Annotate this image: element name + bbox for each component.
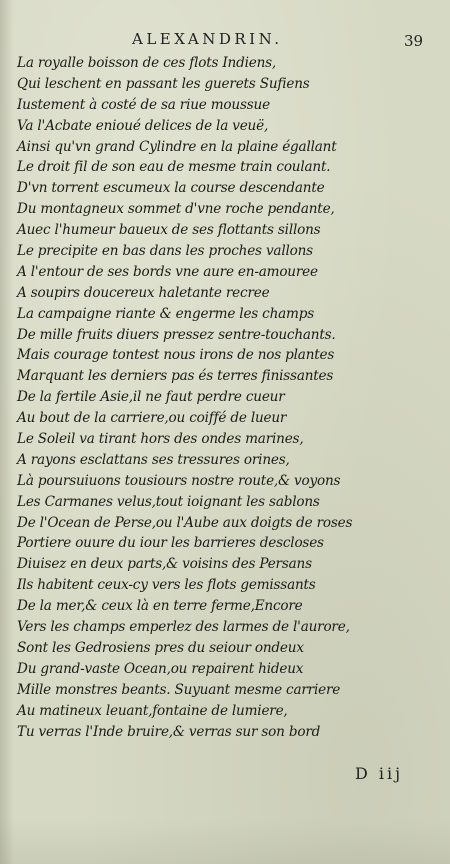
verse-line: Diuisez en deux parts,& voisins des Persans <box>17 556 312 573</box>
verse-block <box>17 53 435 742</box>
verse-line: Du montagneux sommet d'vne roche pendante, <box>17 201 335 218</box>
running-title: ALEXANDRIN. <box>132 30 283 48</box>
page-number: 39 <box>404 32 424 50</box>
verse-line: Auec l'humeur baueux de ses flottants sillons <box>17 222 321 239</box>
running-head <box>0 30 450 52</box>
verse-line: Tu verras l'Inde bruire,& verras sur son bord <box>17 723 321 740</box>
verse-line: Le Soleil va tirant hors des ondes marines, <box>17 431 304 448</box>
verse-line: Là poursuiuons tousiours nostre route,& voyons <box>17 472 341 489</box>
verse-line: De l'Ocean de Perse,ou l'Aube aux doigts de roses <box>17 514 353 531</box>
verse-line: A rayons esclattans ses tressures orines, <box>17 451 290 468</box>
verse-line: Marquant les derniers pas és terres finissantes <box>17 368 334 385</box>
verse-line: Va l'Acbate enioué delices de la veuë, <box>17 117 269 134</box>
verse-line: De mille fruits diuers pressez sentre-touchants. <box>17 326 336 343</box>
verse-line: Sont les Gedrosiens pres du seiour ondeux <box>17 639 304 656</box>
verse-line: Qui leschent en passant les guerets Sufiens <box>17 75 310 92</box>
verse-line: La campaigne riante & engerme les champs <box>17 305 315 322</box>
verse-line: De la fertile Asie,il ne faut perdre cueur <box>17 389 285 406</box>
verse-line: Le droit fil de son eau de mesme train coulant. <box>17 159 331 176</box>
verse-line: Ils habitent ceux-cy vers les flots gemissants <box>17 577 316 594</box>
verse-line: Portiere ouure du iour les barrieres descloses <box>17 535 324 552</box>
signature-mark: D iij <box>355 764 404 783</box>
verse-line: La royalle boisson de ces flots Indiens, <box>17 55 277 71</box>
verse-line: Ainsi qu'vn grand Cylindre en la plaine égallant <box>17 138 337 155</box>
verse-line: Mille monstres beants. Suyuant mesme carriere <box>17 681 341 698</box>
bottom-margin <box>0 820 450 864</box>
verse-line: De la mer,& ceux là en terre ferme,Encore <box>17 598 303 615</box>
gutter-shadow <box>0 0 14 864</box>
verse-line: Le precipite en bas dans les proches vallons <box>17 243 313 260</box>
verse-line: A l'entour de ses bords vne aure en-amouree <box>17 263 318 280</box>
verse-line: Au matineux leuant,fontaine de lumiere, <box>17 702 288 719</box>
verse-line: A soupirs doucereux haletante recree <box>17 284 270 301</box>
verse-line: Iustement à costé de sa riue moussue <box>17 96 270 113</box>
verse-line: Au bout de la carriere,ou coiffé de lueur <box>17 410 287 427</box>
verse-line: Vers les champs emperlez des larmes de l'aurore, <box>17 619 350 636</box>
verse-line: Du grand-vaste Ocean,ou repairent hideux <box>17 660 304 677</box>
verse-line: Mais courage tontest nous irons de nos plantes <box>17 347 335 364</box>
verse-line: D'vn torrent escumeux la course descendante <box>17 180 325 197</box>
verse-line: Les Carmanes velus,tout ioignant les sablons <box>17 493 320 510</box>
